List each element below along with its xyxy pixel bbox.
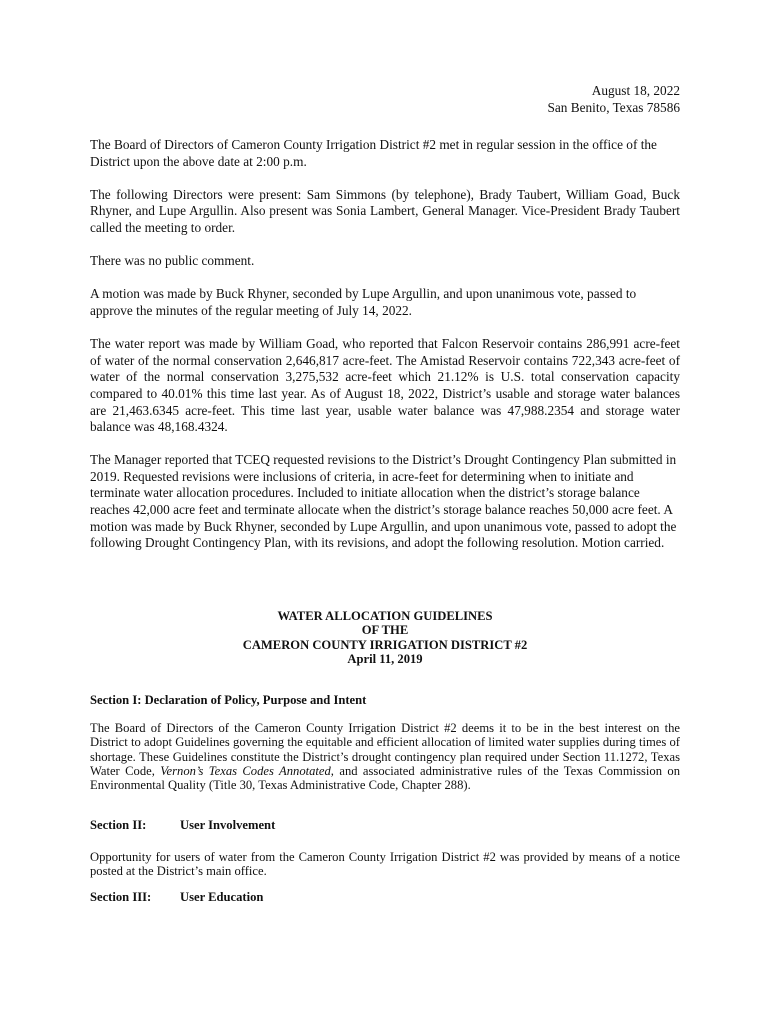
- section-1-text: [90, 721, 680, 792]
- section-2-label: Section II:: [90, 817, 147, 832]
- section-3-heading: [90, 890, 680, 905]
- section-3-title: User Education: [180, 890, 264, 905]
- section-1-text-italic: Vernon’s Texas Codes Annotated,: [160, 764, 334, 779]
- letter-header: [547, 82, 680, 116]
- section-1-text-b: and associated administrative rules of the Texas Commission on Environmental Quality (Title 30, Texas Administrative Code, Chapter 288).: [90, 764, 680, 793]
- guidelines-title-line-2: OF THE: [361, 623, 409, 638]
- section-2-heading: [90, 818, 680, 833]
- guidelines-title: [90, 609, 680, 666]
- minutes-paragraph-water-report: The water report was made by William Goad, who reported that Falcon Reservoir contains 286,991 acre-feet of water of the normal conservation 2,646,817 acre-feet. The Amistad Reservoir contains 722,343 acre-feet of water of the normal conservation 3,275,532 acre-feet which 21.12% is U.S. total conservation capacity compared to 40.01% this time last year. As of August 18, 2022, District’s usable and storage water balances are 21,463.6345 acre-feet. This time last year, usable water balance was 47,988.2354 and storage water balance was 48,168.4324.: [90, 336, 680, 435]
- meeting-date: August 18, 2022: [591, 83, 680, 98]
- minutes-paragraph-attendance: The following Directors were present: Sam Simmons (by telephone), Brady Taubert, William Goad, Buck Rhyner, and Lupe Argullin. Also present was Sonia Lambert, General Manager. Vice-President Brady Taubert called the meeting to order.: [90, 186, 680, 235]
- section-2-text: Opportunity for users of water from the Cameron County Irrigation District #2 was provided by means of a notice posted at the District’s main office.: [90, 849, 680, 878]
- minutes-paragraph-public-comment: There was no public comment.: [90, 253, 255, 269]
- section-1-heading: Section I: Declaration of Policy, Purpose and Intent: [90, 693, 367, 708]
- minutes-paragraph-manager-report: The Manager reported that TCEQ requested revisions to the District’s Drought Contingency Plan submitted in 2019. Requested revisions were inclusions of criteria, in acre-feet for determining when to initiate and terminate water allocation procedures. Included to initiate allocation when the district’s storage balance reaches 42,000 acre feet and terminate allocate when the district’s storage balance reaches 50,000 acre feet. A motion was made by Buck Rhyner, seconded by Lupe Argullin, and upon unanimous vote, passed to adopt the following Drought Contingency Plan, with its revisions, and adopt the following resolution. Motion carried.: [90, 452, 677, 551]
- minutes-body: [90, 137, 680, 568]
- water-allocation-guidelines: [90, 609, 680, 905]
- minutes-paragraph-approval: A motion was made by Buck Rhyner, seconded by Lupe Argullin, and upon unanimous vote, passed to approve the minutes of the regular meeting of July 14, 2022.: [90, 286, 637, 318]
- section-1-text-a: The Board of Directors of the Cameron County Irrigation District #2 deems it to be in the best interest on the District to adopt Guidelines governing the equitable and efficient allocation of limited water supplies during times of shortage. These Guidelines constitute the District’s drought contingency plan required under Section 11.1272, Texas Water Code,: [90, 721, 680, 779]
- section-3-label: Section III:: [90, 890, 152, 905]
- guidelines-title-line-3: CAMERON COUNTY IRRIGATION DISTRICT #2: [242, 637, 528, 652]
- guidelines-title-date: April 11, 2019: [347, 651, 423, 666]
- section-2-title: User Involvement: [180, 817, 276, 832]
- meeting-location: San Benito, Texas 78586: [547, 100, 680, 115]
- minutes-paragraph-opening: The Board of Directors of Cameron County Irrigation District #2 met in regular session in the office of the District upon the above date at 2:00 p.m.: [90, 137, 657, 169]
- guidelines-title-line-1: WATER ALLOCATION GUIDELINES: [277, 609, 493, 623]
